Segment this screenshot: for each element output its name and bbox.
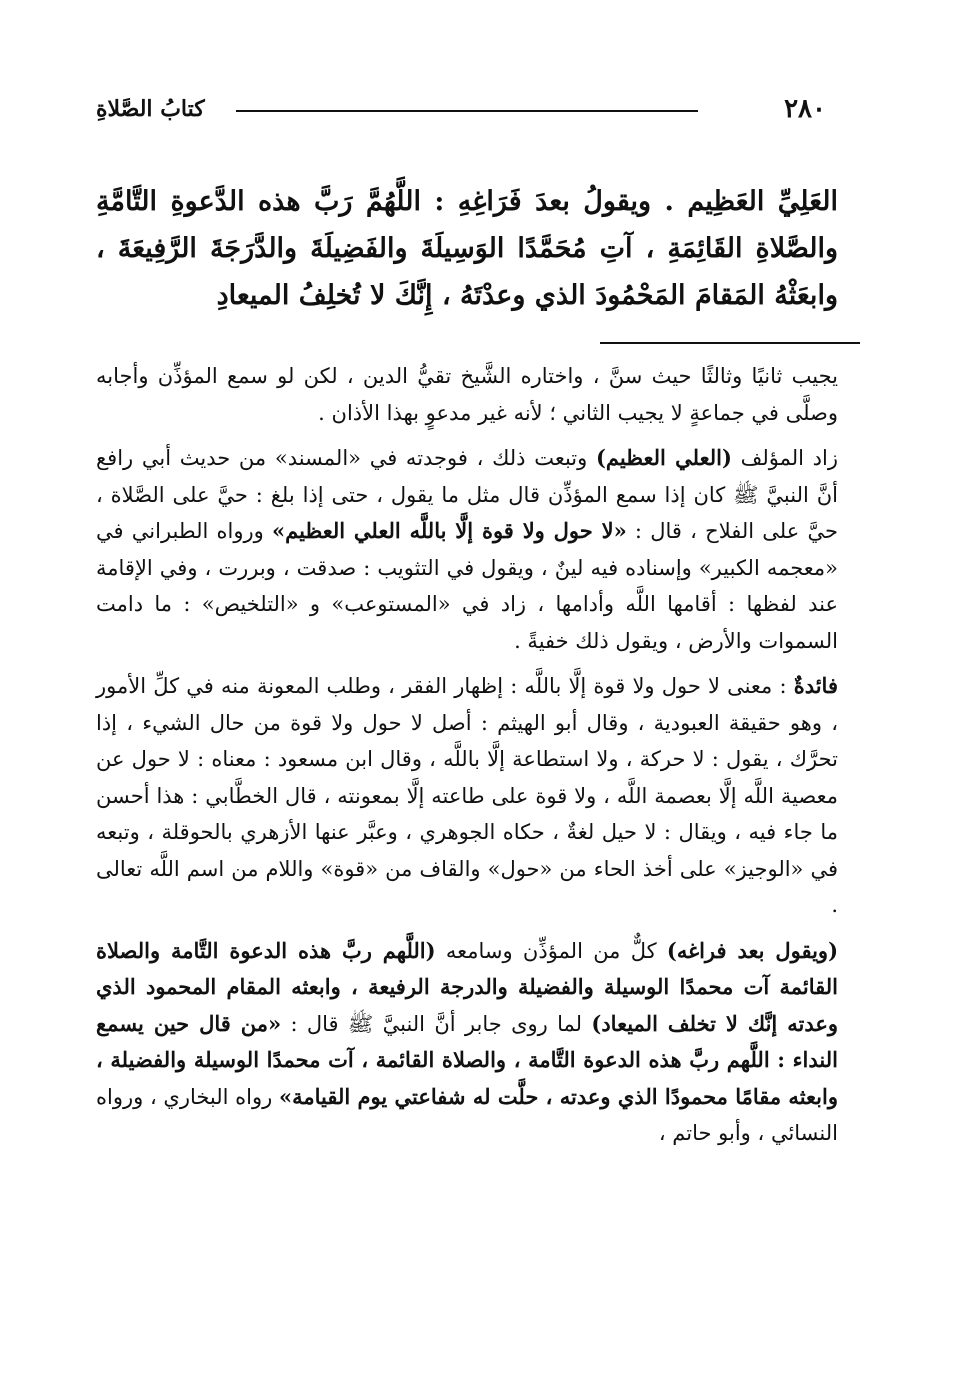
commentary-paragraph-4 bbox=[96, 933, 838, 1152]
paragraph-4-text-d: لما روى جابر أنَّ النبيَّ ﷺ قال : bbox=[281, 1011, 592, 1036]
paragraph-4-bold-e: «من قال حين يسمع النداء : اللَّهم ربَّ هذه الدعوة التَّامة ، والصلاة القائمة ، آت محمدًا الوسيلة والفضيلة ، وابعثه مقامًا محمودًا الذي وعدته ، حلَّت له شفاعتي يوم القيامة» bbox=[96, 1010, 838, 1109]
paragraph-2-text-a: زاد المؤلف bbox=[731, 446, 838, 470]
paragraph-2-text-c: ورواه الطبراني في «معجمه الكبير» وإسناده فيه لينٌ ، ويقول في التثويب : صدقت ، وبررت ، وفي الإقامة عند لفظها : أقامها اللَّه وأدامها ، زاد في «المستوعب» و «التلخيص» : ما دامت السموات والأرض ، ويقول ذلك خفيةً . bbox=[96, 519, 838, 653]
page-number: ٢٨٠ bbox=[784, 94, 826, 124]
paragraph-2-bold-b: «لا حول ولا قوة إلَّا باللَّه العلي العظيم» bbox=[272, 518, 627, 543]
commentary-sharh bbox=[96, 358, 838, 1152]
paragraph-4-text-b: كلٌّ من المؤذِّن وسامعه bbox=[435, 938, 667, 963]
header-rule bbox=[236, 110, 698, 112]
paragraph-4-bold-c: (اللَّهم ربَّ هذه الدعوة التَّامة والصلاة القائمة آت محمدًا الوسيلة والفضيلة والدرجة الرفيعة ، وابعثه المقام المحمود الذي وعدته إنَّك لا تخلف الميعاد) bbox=[96, 937, 839, 1036]
paragraph-4-bold-a: (ويقول بعد فراغه) bbox=[666, 937, 839, 963]
paragraph-2-bold-a: (العلي العظيم) bbox=[596, 445, 732, 470]
paragraph-3-lead: فائدةٌ bbox=[793, 673, 838, 698]
page-header bbox=[96, 92, 826, 126]
paragraph-2-text-b: وتبعت ذلك ، فوجدته في «المسند» من حديث أبي رافع أنَّ النبيَّ ﷺ كان إذا سمع المؤذِّن قال مثل ما يقول ، حتى إذا بلغ : حيَّ على الصَّلاة ، حيَّ على الفلاح ، قال : bbox=[96, 446, 838, 543]
paragraph-3-text: : معنى لا حول ولا قوة إلَّا باللَّه : إظهار الفقر ، وطلب المعونة منه في كلِّ الأمور ، وهو حقيقة العبودية ، وقال أبو الهيثم : أصل لا حول ولا قوة من حال الشيء ، إذا تحرَّك ، يقول : لا حركة ، ولا استطاعة إلَّا باللَّه ، وقال ابن مسعود : معناه : لا حول عن معصية اللَّه إلَّا بعصمة اللَّه ، ولا قوة على طاعته إلَّا بمعونته ، قال الخطَّابي : هذا أحسن ما جاء فيه ، ويقال : لا حيل لغةٌ ، حكاه الجوهري ، وعبَّر عنها الأزهري بالحوقلة ، وتبعه في «الوجيز» على أخذ الحاء من «حول» والقاف من «قوة» واللام من اسم اللَّه تعالى . bbox=[96, 674, 838, 917]
paragraph-1-text: يجيب ثانيًا وثالثًا حيث سنَّ ، واختاره الشَّيخ تقيُّ الدين ، لكن لو سمع المؤذِّن وأجابه وصلَّى في جماعةٍ لا يجيب الثاني ؛ لأنه غير مدعوٍ بهذا الأذان . bbox=[96, 364, 838, 425]
commentary-paragraph-1 bbox=[96, 358, 838, 431]
commentary-paragraph-2 bbox=[96, 440, 838, 659]
commentary-paragraph-3 bbox=[96, 668, 838, 924]
main-text-matn bbox=[96, 178, 838, 319]
running-title: كتابُ الصَّلاةِ bbox=[96, 96, 205, 122]
footnote-separator bbox=[600, 342, 860, 344]
paragraph-4-text-f: رواه البخاري ، ورواه النسائي ، وأبو حاتم ، bbox=[96, 1084, 838, 1145]
matn-text: العَلِيِّ العَظِيم . ويقولُ بعدَ فَرَاغِهِ : اللَّهُمَّ رَبَّ هذه الدَّعوةِ التَّامَّةِ والصَّلاةِ القَائِمَةِ ، آتِ مُحَمَّدًا الوَسِيلَةَ والفَضِيلَةَ والدَّرَجَةَ الرَّفِيعَةَ ، وابعَثْهُ المَقامَ المَحْمُودَ الذي وعدْتَهُ ، إِنَّكَ لا تُخلِفُ الميعادِ bbox=[96, 186, 838, 311]
